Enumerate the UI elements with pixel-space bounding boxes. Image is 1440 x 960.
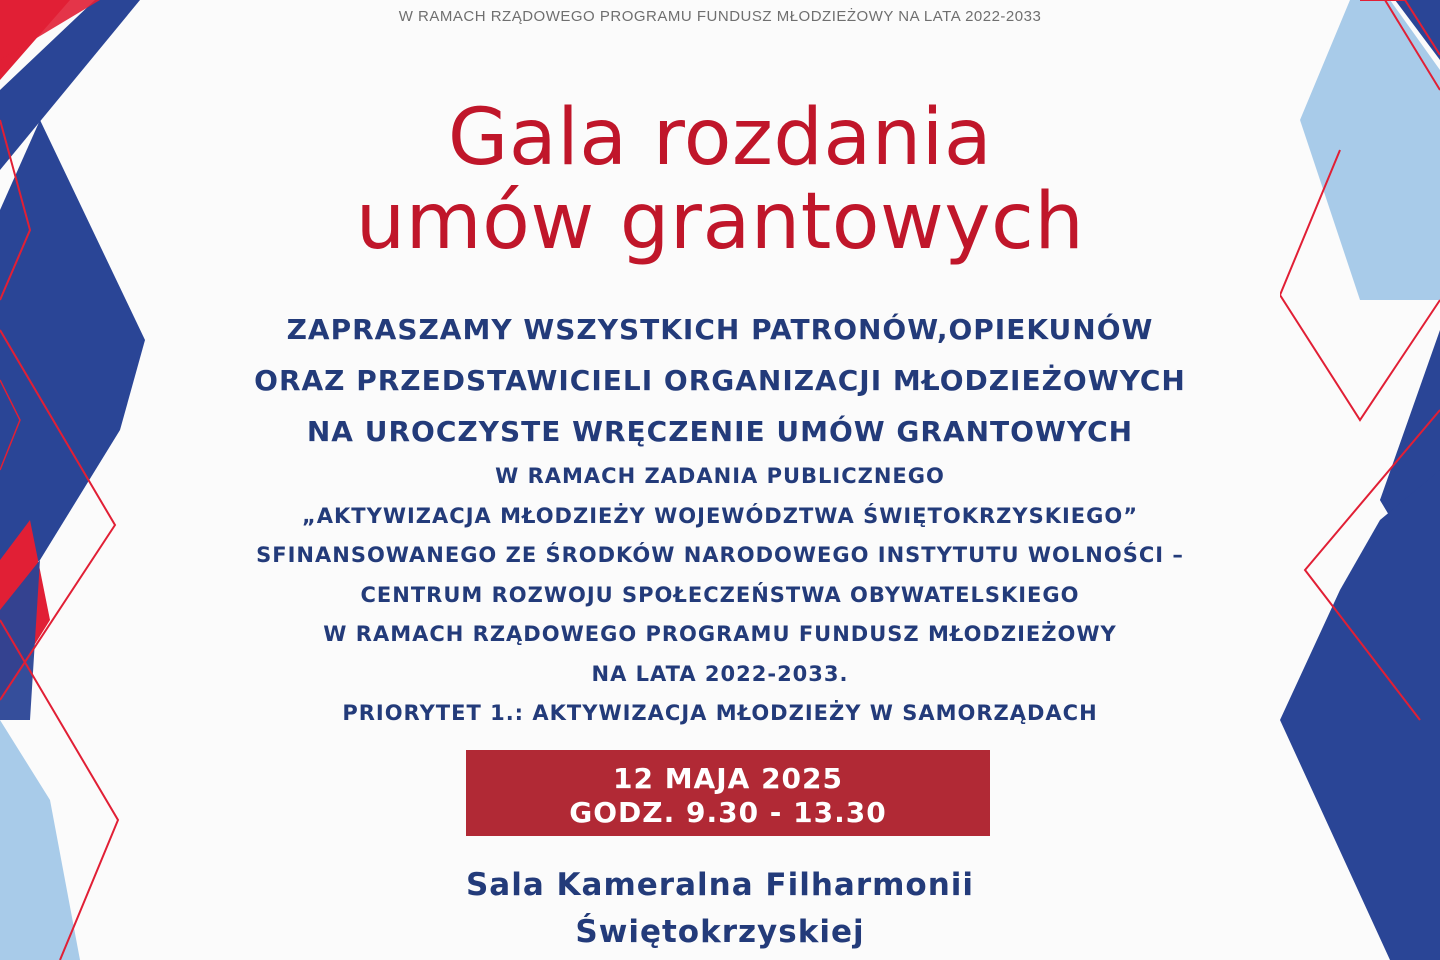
event-date: 12 MAJA 2025 bbox=[612, 762, 843, 795]
invitation-line-1: ZAPRASZAMY WSZYSTKICH PATRONÓW,OPIEKUNÓW bbox=[286, 313, 1154, 346]
venue-line-1: Sala Kameralna Filharmonii bbox=[465, 867, 975, 903]
title-line-1: Gala rozdania bbox=[447, 93, 993, 183]
date-time-box bbox=[466, 750, 990, 836]
event-time: GODZ. 9.30 - 13.30 bbox=[569, 796, 887, 829]
invitation-line-10: PRIORYTET 1.: AKTYWIZACJA MŁODZIEŻY W SAMORZĄDACH bbox=[342, 701, 1098, 725]
right-decoration bbox=[1280, 0, 1440, 960]
invitation-line-9: NA LATA 2022-2033. bbox=[591, 661, 849, 686]
invitation-line-8: W RAMACH RZĄDOWEGO PROGRAMU FUNDUSZ MŁODZIEŻOWY bbox=[323, 622, 1117, 646]
invitation-line-4: W RAMACH ZADANIA PUBLICZNEGO bbox=[495, 464, 945, 488]
invitation-line-6: SFINANSOWANEGO ZE ŚRODKÓW NARODOWEGO INSTYTUTU WOLNOŚCI – bbox=[256, 543, 1184, 567]
invitation-line-2: ORAZ PRZEDSTAWICIELI ORGANIZACJI MŁODZIEŻOWYCH bbox=[254, 364, 1186, 397]
invitation-line-7: CENTRUM ROZWOJU SPOŁECZEŃSTWA OBYWATELSKIEGO bbox=[360, 582, 1080, 607]
venue-line-2: Świętokrzyskiej bbox=[575, 914, 865, 950]
left-decoration bbox=[0, 0, 160, 960]
invitation-line-5: „AKTYWIZACJA MŁODZIEŻY WOJEWÓDZTWA ŚWIĘTOKRZYSKIEGO” bbox=[301, 503, 1139, 528]
poster-content bbox=[160, 0, 1280, 960]
program-line: W RAMACH RZĄDOWEGO PROGRAMU FUNDUSZ MŁODZIEŻOWY NA LATA 2022-2033 bbox=[398, 8, 1042, 25]
title-line-2: umów grantowych bbox=[355, 177, 1085, 267]
invitation-line-3: NA UROCZYSTE WRĘCZENIE UMÓW GRANTOWYCH bbox=[306, 415, 1134, 448]
venue bbox=[160, 862, 1280, 956]
invitation-text bbox=[160, 304, 1280, 734]
event-title bbox=[160, 93, 1280, 267]
